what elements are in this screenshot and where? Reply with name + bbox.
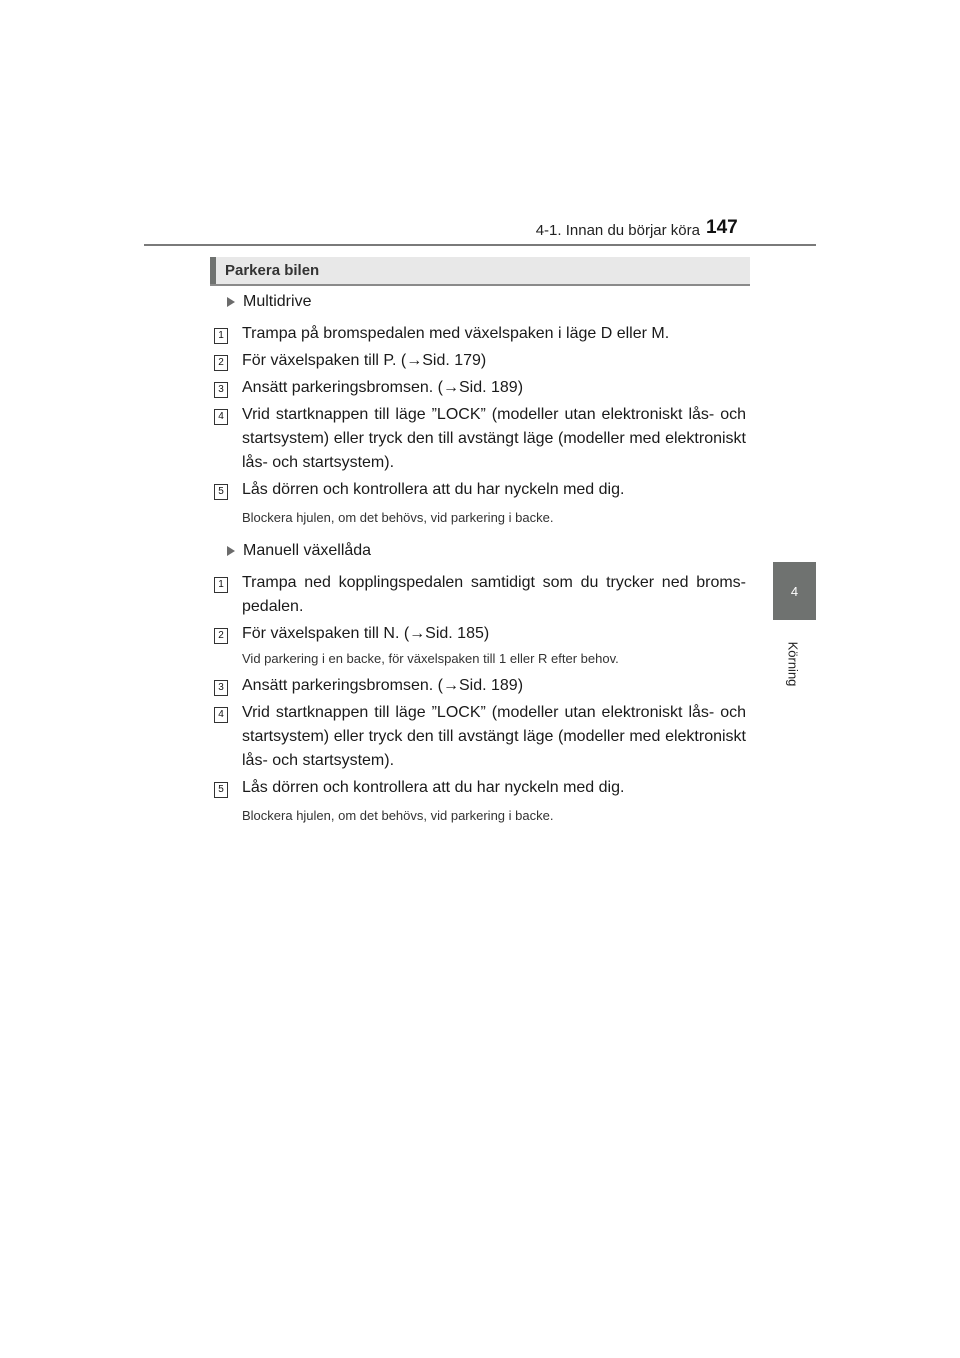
step-number-box: 2 — [214, 628, 228, 644]
step-text: Vrid startknappen till läge ”LOCK” (modeller utan elektroniskt lås- och startsystem) eller tryck den till avstängt läge (modeller med elektroniskt lås- och startsystem). — [242, 704, 746, 769]
step-item — [214, 349, 746, 373]
step-number-box: 5 — [214, 484, 228, 500]
step-item — [214, 322, 746, 346]
step-number-box: 1 — [214, 577, 228, 593]
step-text: För växelspaken till N. (→Sid. 185) — [242, 625, 490, 642]
step-item — [214, 478, 746, 502]
step-number-box: 3 — [214, 680, 228, 696]
chapter-tab — [773, 562, 816, 620]
step-item — [214, 776, 746, 800]
step-text: Ansätt parkeringsbromsen. (→Sid. 189) — [242, 379, 524, 396]
step-item — [214, 674, 746, 698]
step-item — [214, 403, 746, 475]
step-number-box: 2 — [214, 355, 228, 371]
step-text: Lås dörren och kontrollera att du har nyckeln med dig. — [242, 481, 625, 498]
section-title: Parkera bilen — [225, 262, 320, 279]
step-text: Ansätt parkeringsbromsen. (→Sid. 189) — [242, 677, 524, 694]
step-note: Vid parkering i en backe, för växelspaken till 1 eller R efter behov. — [242, 651, 619, 666]
subheading-text: Manuell växellåda — [243, 542, 372, 559]
triangle-bullet-icon — [227, 297, 235, 307]
step-text: Trampa ned kopplingspedalen samtidigt som du trycker ned bromspedalen. — [242, 574, 746, 615]
step-note: Blockera hjulen, om det behövs, vid parkering i backe. — [242, 510, 554, 525]
section-heading-bar — [210, 257, 750, 286]
step-text: Trampa på bromspedalen med växelspaken i läge D eller M. — [242, 325, 670, 342]
step-number-box: 4 — [214, 409, 228, 425]
subheading-multidrive — [214, 290, 746, 314]
step-number-box: 3 — [214, 382, 228, 398]
triangle-bullet-icon — [227, 546, 235, 556]
step-number-box: 1 — [214, 328, 228, 344]
page-number: 147 — [706, 217, 738, 238]
step-number-box: 5 — [214, 782, 228, 798]
page-content — [214, 290, 746, 837]
step-number-box: 4 — [214, 707, 228, 723]
step-item — [214, 571, 746, 619]
step-item — [214, 376, 746, 400]
step-text: För växelspaken till P. (→Sid. 179) — [242, 352, 487, 369]
chapter-header: 4-1. Innan du börjar köra — [535, 222, 700, 239]
step-text: Lås dörren och kontrollera att du har nyckeln med dig. — [242, 779, 625, 796]
step-item — [214, 622, 746, 646]
step-text: Vrid startknappen till läge ”LOCK” (modeller utan elektroniskt lås- och startsystem) eller tryck den till avstängt läge (modeller med elektroniskt lås- och startsystem). — [242, 406, 746, 471]
chapter-tab-label: Körning — [785, 641, 801, 687]
header-divider — [144, 244, 816, 246]
step-item — [214, 701, 746, 773]
chapter-tab-number: 4 — [790, 583, 799, 599]
subheading-text: Multidrive — [243, 293, 312, 310]
step-note: Blockera hjulen, om det behövs, vid parkering i backe. — [242, 808, 554, 823]
subheading-manual — [214, 539, 746, 563]
